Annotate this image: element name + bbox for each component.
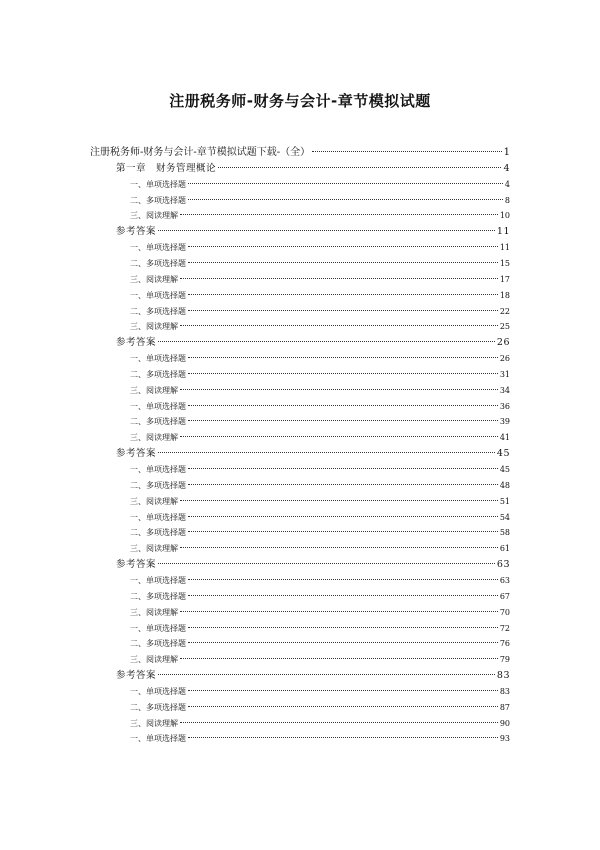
toc-entry-section[interactable] <box>130 637 510 651</box>
toc-entry-page-number: 61 <box>499 544 510 554</box>
toc-entry-label: 二、多项选择题 <box>130 306 186 316</box>
toc-entry-page-number: 36 <box>499 401 510 411</box>
document-title: 注册税务师-财务与会计-章节模拟试题 <box>169 92 431 110</box>
toc-entry-section[interactable] <box>130 289 510 303</box>
toc-dot-leader <box>188 373 498 374</box>
toc-entry-label: 二、多项选择题 <box>130 369 186 379</box>
toc-entry-section[interactable] <box>130 415 510 429</box>
toc-dot-leader <box>188 199 503 200</box>
toc-entry-section[interactable] <box>130 352 510 366</box>
toc-entry-page-number: 70 <box>499 607 510 617</box>
toc-dot-leader <box>188 183 503 184</box>
toc-entry-label: 一、单项选择题 <box>130 354 186 364</box>
toc-dot-leader <box>180 722 498 723</box>
toc-entry-section[interactable] <box>130 479 510 493</box>
toc-dot-leader <box>188 468 498 469</box>
toc-dot-leader <box>188 516 498 517</box>
toc-dot-leader <box>188 737 498 738</box>
toc-dot-leader <box>188 690 498 691</box>
toc-entry-label: 三、阅读理解 <box>130 496 178 506</box>
toc-entry-page-number: 4 <box>503 162 510 174</box>
toc-entry-page-number: 31 <box>499 369 510 379</box>
toc-entry-section[interactable] <box>130 431 510 445</box>
toc-entry-page-number: 48 <box>499 480 510 490</box>
toc-entry-section[interactable] <box>130 685 510 699</box>
toc-entry-page-number: 67 <box>499 591 510 601</box>
toc-entry-main[interactable] <box>90 146 510 160</box>
toc-entry-page-number: 11 <box>496 226 510 238</box>
toc-entry-label: 一、单项选择题 <box>130 465 186 474</box>
toc-entry-page-number: 58 <box>499 528 510 538</box>
toc-entry-page-number: 90 <box>499 718 510 728</box>
toc-entry-chapter[interactable] <box>116 447 510 461</box>
toc-dot-leader <box>180 325 498 326</box>
toc-entry-chapter[interactable] <box>116 558 510 572</box>
toc-dot-leader <box>180 436 498 437</box>
toc-entry-page-number: 8 <box>504 195 510 205</box>
toc-dot-leader <box>158 674 495 675</box>
toc-dot-leader <box>180 547 498 548</box>
toc-dot-leader <box>188 420 498 421</box>
toc-entry-label: 二、多项选择题 <box>130 258 186 268</box>
toc-entry-section[interactable] <box>130 526 510 540</box>
toc-entry-section[interactable] <box>130 257 510 271</box>
toc-entry-label: 二、多项选择题 <box>130 591 186 601</box>
toc-entry-page-number: 87 <box>499 702 510 712</box>
toc-entry-label: 参考答案 <box>116 337 157 349</box>
toc-entry-label: 一、单项选择题 <box>130 512 186 522</box>
toc-dot-leader <box>188 484 498 485</box>
toc-entry-page-number: 51 <box>499 496 510 506</box>
toc-entry-label: 二、多项选择题 <box>130 480 186 490</box>
toc-dot-leader <box>188 310 498 311</box>
toc-entry-label: 三、阅读理解 <box>130 718 178 728</box>
toc-entry-label: 三、阅读理解 <box>130 322 178 332</box>
toc-dot-leader <box>188 595 498 596</box>
toc-entry-label: 三、阅读理解 <box>130 607 178 617</box>
toc-entry-section[interactable] <box>130 574 510 588</box>
toc-dot-leader <box>158 341 495 342</box>
toc-entry-label: 一、单项选择题 <box>130 179 186 189</box>
toc-entry-section[interactable] <box>130 320 510 334</box>
toc-entry-label: 参考答案 <box>116 448 157 460</box>
toc-entry-label: 参考答案 <box>116 226 157 238</box>
toc-dot-leader <box>180 611 498 612</box>
toc-entry-page-number: 11 <box>499 243 510 253</box>
toc-dot-leader <box>180 389 498 390</box>
toc-entry-page-number: 10 <box>499 211 510 221</box>
toc-entry-page-number: 45 <box>496 448 510 460</box>
toc-entry-section[interactable] <box>130 653 510 667</box>
toc-entry-section[interactable] <box>130 590 510 604</box>
toc-entry-label: 三、阅读理解 <box>130 274 178 284</box>
toc-entry-label: 参考答案 <box>116 670 157 682</box>
toc-entry-label: 三、阅读理解 <box>130 433 178 443</box>
toc-entry-page-number: 26 <box>496 337 510 349</box>
toc-entry-label: 一、单项选择题 <box>130 290 186 300</box>
toc-entry-chapter[interactable] <box>116 336 510 350</box>
toc-entry-page-number: 17 <box>499 274 510 284</box>
toc-entry-label: 一、单项选择题 <box>130 575 186 585</box>
toc-entry-label: 二、多项选择题 <box>130 417 186 427</box>
toc-entry-page-number: 4 <box>504 179 510 189</box>
toc-dot-leader <box>188 246 498 247</box>
toc-entry-label: 二、多项选择题 <box>130 702 186 712</box>
toc-entry-section[interactable] <box>130 606 510 620</box>
toc-entry-section[interactable] <box>130 717 510 731</box>
toc-dot-leader <box>180 500 498 501</box>
toc-dot-leader <box>188 262 498 263</box>
toc-entry-page-number: 54 <box>499 512 510 522</box>
toc-entry-page-number: 41 <box>499 433 510 443</box>
toc-entry-label: 一、单项选择题 <box>130 401 186 411</box>
toc-entry-page-number: 93 <box>499 734 510 744</box>
toc-entry-chapter[interactable] <box>116 162 510 176</box>
toc-dot-leader <box>188 294 498 295</box>
toc-entry-label: 三、阅读理解 <box>130 211 178 221</box>
toc-entry-page-number: 18 <box>499 290 510 300</box>
toc-dot-leader <box>188 531 498 532</box>
toc-entry-page-number: 72 <box>499 623 510 633</box>
toc-entry-section[interactable] <box>130 463 510 477</box>
toc-entry-label: 二、多项选择题 <box>130 528 186 538</box>
toc-dot-leader <box>188 357 498 358</box>
toc-entry-section[interactable] <box>130 305 510 319</box>
toc-entry-label: 二、多项选择题 <box>130 639 186 649</box>
toc-entry-section[interactable] <box>130 178 510 192</box>
toc-entry-chapter[interactable] <box>116 669 510 683</box>
toc-entry-page-number: 83 <box>496 670 510 682</box>
toc-entry-label: 第一章 财务管理概论 <box>116 162 217 174</box>
toc-entry-page-number: 26 <box>499 354 510 364</box>
toc-entry-section[interactable] <box>130 400 510 414</box>
toc-dot-leader <box>180 658 498 659</box>
toc-entry-label: 注册税务师-财务与会计-章节模拟试题下载-（全） <box>90 147 311 158</box>
toc-dot-leader <box>218 167 501 168</box>
toc-entry-label: 二、多项选择题 <box>130 195 186 205</box>
toc-entry-page-number: 76 <box>499 639 510 649</box>
toc-entry-section[interactable] <box>130 495 510 509</box>
toc-entry-page-number: 45 <box>499 465 510 474</box>
toc-dot-leader <box>312 151 501 152</box>
toc-dot-leader <box>188 706 498 707</box>
toc-entry-label: 参考答案 <box>116 559 157 571</box>
toc-dot-leader <box>180 278 498 279</box>
toc-dot-leader <box>158 230 495 231</box>
toc-entry-section[interactable] <box>130 241 510 255</box>
toc-entry-page-number: 83 <box>499 686 510 696</box>
toc-dot-leader <box>158 452 495 453</box>
toc-entry-label: 一、单项选择题 <box>130 623 186 633</box>
toc-dot-leader <box>188 627 498 628</box>
toc-entry-label: 三、阅读理解 <box>130 544 178 554</box>
toc-entry-section[interactable] <box>130 273 510 287</box>
toc-entry-label: 三、阅读理解 <box>130 385 178 395</box>
toc-entry-chapter[interactable] <box>116 225 510 239</box>
toc-entry-page-number: 39 <box>499 417 510 427</box>
toc-dot-leader <box>180 214 498 215</box>
toc-dot-leader <box>188 642 498 643</box>
toc-dot-leader <box>188 405 498 406</box>
toc-entry-page-number: 25 <box>499 322 510 332</box>
toc-entry-section[interactable] <box>130 732 510 746</box>
toc-entry-section[interactable] <box>130 511 510 525</box>
toc-entry-label: 三、阅读理解 <box>130 655 178 665</box>
toc-entry-section[interactable] <box>130 542 510 556</box>
toc-entry-page-number: 63 <box>499 575 510 585</box>
toc-entry-section[interactable] <box>130 368 510 382</box>
toc-entry-section[interactable] <box>130 701 510 715</box>
toc-entry-page-number: 63 <box>496 559 510 571</box>
toc-entry-section[interactable] <box>130 622 510 636</box>
toc-entry-section[interactable] <box>130 384 510 398</box>
toc-entry-label: 一、单项选择题 <box>130 243 186 253</box>
toc-entry-page-number: 34 <box>499 385 510 395</box>
toc-entry-section[interactable] <box>130 209 510 223</box>
toc-entry-page-number: 22 <box>499 306 510 316</box>
toc-entry-label: 一、单项选择题 <box>130 734 186 744</box>
toc-dot-leader <box>188 579 498 580</box>
toc-entry-page-number: 15 <box>499 258 510 268</box>
toc-entry-section[interactable] <box>130 194 510 208</box>
toc-entry-label: 一、单项选择题 <box>130 686 186 696</box>
toc-entry-page-number: 1 <box>503 147 510 158</box>
toc-dot-leader <box>158 563 495 564</box>
toc-entry-page-number: 79 <box>499 655 510 665</box>
